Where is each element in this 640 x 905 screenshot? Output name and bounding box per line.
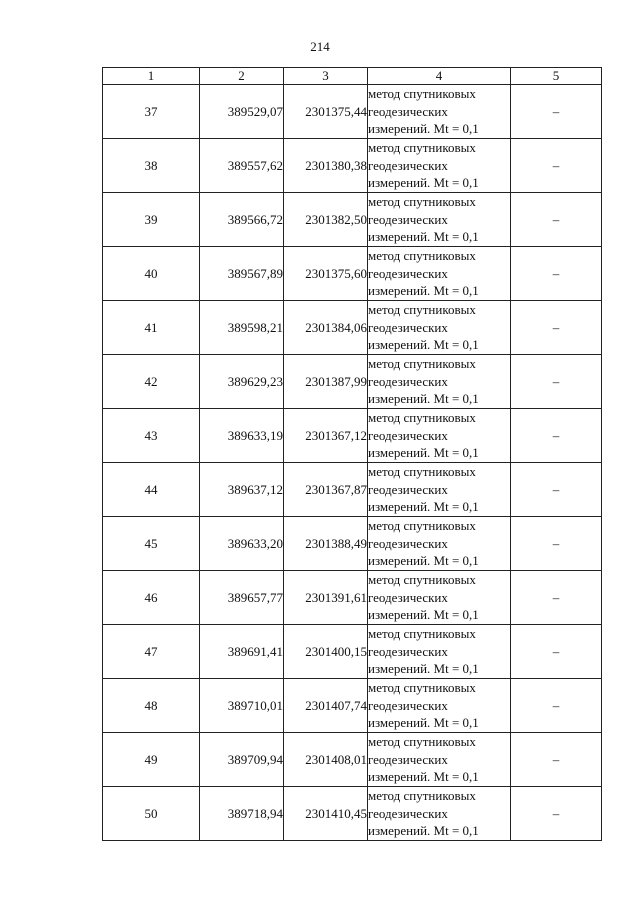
method-line: измерений. Mt = 0,1 xyxy=(368,229,479,245)
method-line: геодезических xyxy=(368,697,448,713)
method-line: метод спутниковых xyxy=(368,302,476,318)
method-line: геодезических xyxy=(368,427,448,443)
method-line: геодезических xyxy=(368,751,448,767)
table-row xyxy=(103,193,602,247)
page-number: 214 xyxy=(310,39,330,54)
method-line: метод спутниковых xyxy=(368,194,476,210)
table-row xyxy=(103,409,602,463)
method-line: геодезических xyxy=(368,157,448,173)
table-row xyxy=(103,733,602,787)
method-line: метод спутниковых xyxy=(368,518,476,534)
y-coordinate-cell: 2301408,01 xyxy=(284,733,368,787)
method-line: измерений. Mt = 0,1 xyxy=(368,769,479,785)
point-number-cell: 46 xyxy=(103,571,200,625)
method-cell xyxy=(368,787,511,841)
note-cell: – xyxy=(511,409,602,463)
x-coordinate-cell: 389709,94 xyxy=(200,733,284,787)
x-coordinate-cell: 389633,19 xyxy=(200,409,284,463)
note-cell: – xyxy=(511,463,602,517)
method-cell xyxy=(368,625,511,679)
method-line: измерений. Mt = 0,1 xyxy=(368,607,479,623)
method-cell xyxy=(368,139,511,193)
method-line: метод спутниковых xyxy=(368,626,476,642)
y-coordinate-cell: 2301391,61 xyxy=(284,571,368,625)
x-coordinate-cell: 389566,72 xyxy=(200,193,284,247)
table-row xyxy=(103,517,602,571)
table-body xyxy=(103,85,602,841)
method-line: измерений. Mt = 0,1 xyxy=(368,499,479,515)
table-row xyxy=(103,625,602,679)
point-number-cell: 39 xyxy=(103,193,200,247)
method-line: метод спутниковых xyxy=(368,410,476,426)
coordinates-table xyxy=(102,67,602,841)
point-number-cell: 40 xyxy=(103,247,200,301)
point-number-cell: 50 xyxy=(103,787,200,841)
method-cell xyxy=(368,247,511,301)
method-cell xyxy=(368,733,511,787)
table-row xyxy=(103,679,602,733)
table-row xyxy=(103,355,602,409)
method-line: измерений. Mt = 0,1 xyxy=(368,445,479,461)
y-coordinate-cell: 2301367,12 xyxy=(284,409,368,463)
method-line: геодезических xyxy=(368,643,448,659)
point-number-cell: 49 xyxy=(103,733,200,787)
note-cell: – xyxy=(511,139,602,193)
method-line: метод спутниковых xyxy=(368,140,476,156)
x-coordinate-cell: 389529,07 xyxy=(200,85,284,139)
y-coordinate-cell: 2301367,87 xyxy=(284,463,368,517)
point-number-cell: 47 xyxy=(103,625,200,679)
y-coordinate-cell: 2301388,49 xyxy=(284,517,368,571)
table-row xyxy=(103,571,602,625)
method-cell xyxy=(368,571,511,625)
column-header-5: 5 xyxy=(511,68,602,85)
y-coordinate-cell: 2301375,60 xyxy=(284,247,368,301)
table-row xyxy=(103,85,602,139)
method-cell xyxy=(368,355,511,409)
x-coordinate-cell: 389598,21 xyxy=(200,301,284,355)
method-line: метод спутниковых xyxy=(368,464,476,480)
table-row xyxy=(103,247,602,301)
method-line: измерений. Mt = 0,1 xyxy=(368,121,479,137)
method-line: измерений. Mt = 0,1 xyxy=(368,715,479,731)
point-number-cell: 48 xyxy=(103,679,200,733)
table-row xyxy=(103,787,602,841)
method-line: метод спутниковых xyxy=(368,680,476,696)
method-line: геодезических xyxy=(368,265,448,281)
method-line: метод спутниковых xyxy=(368,86,476,102)
method-line: метод спутниковых xyxy=(368,356,476,372)
note-cell: – xyxy=(511,733,602,787)
point-number-cell: 45 xyxy=(103,517,200,571)
note-cell: – xyxy=(511,85,602,139)
method-line: геодезических xyxy=(368,535,448,551)
column-header-3: 3 xyxy=(284,68,368,85)
method-cell xyxy=(368,85,511,139)
x-coordinate-cell: 389567,89 xyxy=(200,247,284,301)
note-cell: – xyxy=(511,193,602,247)
method-cell xyxy=(368,679,511,733)
x-coordinate-cell: 389629,23 xyxy=(200,355,284,409)
method-line: геодезических xyxy=(368,319,448,335)
method-line: метод спутниковых xyxy=(368,248,476,264)
x-coordinate-cell: 389633,20 xyxy=(200,517,284,571)
note-cell: – xyxy=(511,355,602,409)
table-row xyxy=(103,463,602,517)
y-coordinate-cell: 2301400,15 xyxy=(284,625,368,679)
point-number-cell: 44 xyxy=(103,463,200,517)
x-coordinate-cell: 389657,77 xyxy=(200,571,284,625)
method-line: измерений. Mt = 0,1 xyxy=(368,553,479,569)
method-line: метод спутниковых xyxy=(368,572,476,588)
point-number-cell: 42 xyxy=(103,355,200,409)
method-line: геодезических xyxy=(368,805,448,821)
note-cell: – xyxy=(511,787,602,841)
x-coordinate-cell: 389691,41 xyxy=(200,625,284,679)
method-line: метод спутниковых xyxy=(368,788,476,804)
y-coordinate-cell: 2301387,99 xyxy=(284,355,368,409)
method-line: геодезических xyxy=(368,481,448,497)
method-cell xyxy=(368,517,511,571)
note-cell: – xyxy=(511,301,602,355)
x-coordinate-cell: 389637,12 xyxy=(200,463,284,517)
point-number-cell: 41 xyxy=(103,301,200,355)
method-cell xyxy=(368,409,511,463)
method-line: измерений. Mt = 0,1 xyxy=(368,337,479,353)
y-coordinate-cell: 2301384,06 xyxy=(284,301,368,355)
method-line: геодезических xyxy=(368,103,448,119)
note-cell: – xyxy=(511,571,602,625)
y-coordinate-cell: 2301382,50 xyxy=(284,193,368,247)
method-line: метод спутниковых xyxy=(368,734,476,750)
table-row xyxy=(103,139,602,193)
point-number-cell: 38 xyxy=(103,139,200,193)
point-number-cell: 37 xyxy=(103,85,200,139)
x-coordinate-cell: 389557,62 xyxy=(200,139,284,193)
table-header-row xyxy=(103,68,602,85)
y-coordinate-cell: 2301375,44 xyxy=(284,85,368,139)
method-cell xyxy=(368,301,511,355)
column-header-2: 2 xyxy=(200,68,284,85)
method-line: измерений. Mt = 0,1 xyxy=(368,391,479,407)
y-coordinate-cell: 2301380,38 xyxy=(284,139,368,193)
method-line: геодезических xyxy=(368,373,448,389)
method-line: геодезических xyxy=(368,211,448,227)
column-header-4: 4 xyxy=(368,68,511,85)
table-row xyxy=(103,301,602,355)
point-number-cell: 43 xyxy=(103,409,200,463)
method-line: измерений. Mt = 0,1 xyxy=(368,175,479,191)
note-cell: – xyxy=(511,517,602,571)
method-line: геодезических xyxy=(368,589,448,605)
x-coordinate-cell: 389718,94 xyxy=(200,787,284,841)
method-line: измерений. Mt = 0,1 xyxy=(368,661,479,677)
method-line: измерений. Mt = 0,1 xyxy=(368,283,479,299)
y-coordinate-cell: 2301407,74 xyxy=(284,679,368,733)
column-header-1: 1 xyxy=(103,68,200,85)
note-cell: – xyxy=(511,679,602,733)
x-coordinate-cell: 389710,01 xyxy=(200,679,284,733)
note-cell: – xyxy=(511,625,602,679)
method-cell xyxy=(368,463,511,517)
method-cell xyxy=(368,193,511,247)
y-coordinate-cell: 2301410,45 xyxy=(284,787,368,841)
method-line: измерений. Mt = 0,1 xyxy=(368,823,479,839)
note-cell: – xyxy=(511,247,602,301)
